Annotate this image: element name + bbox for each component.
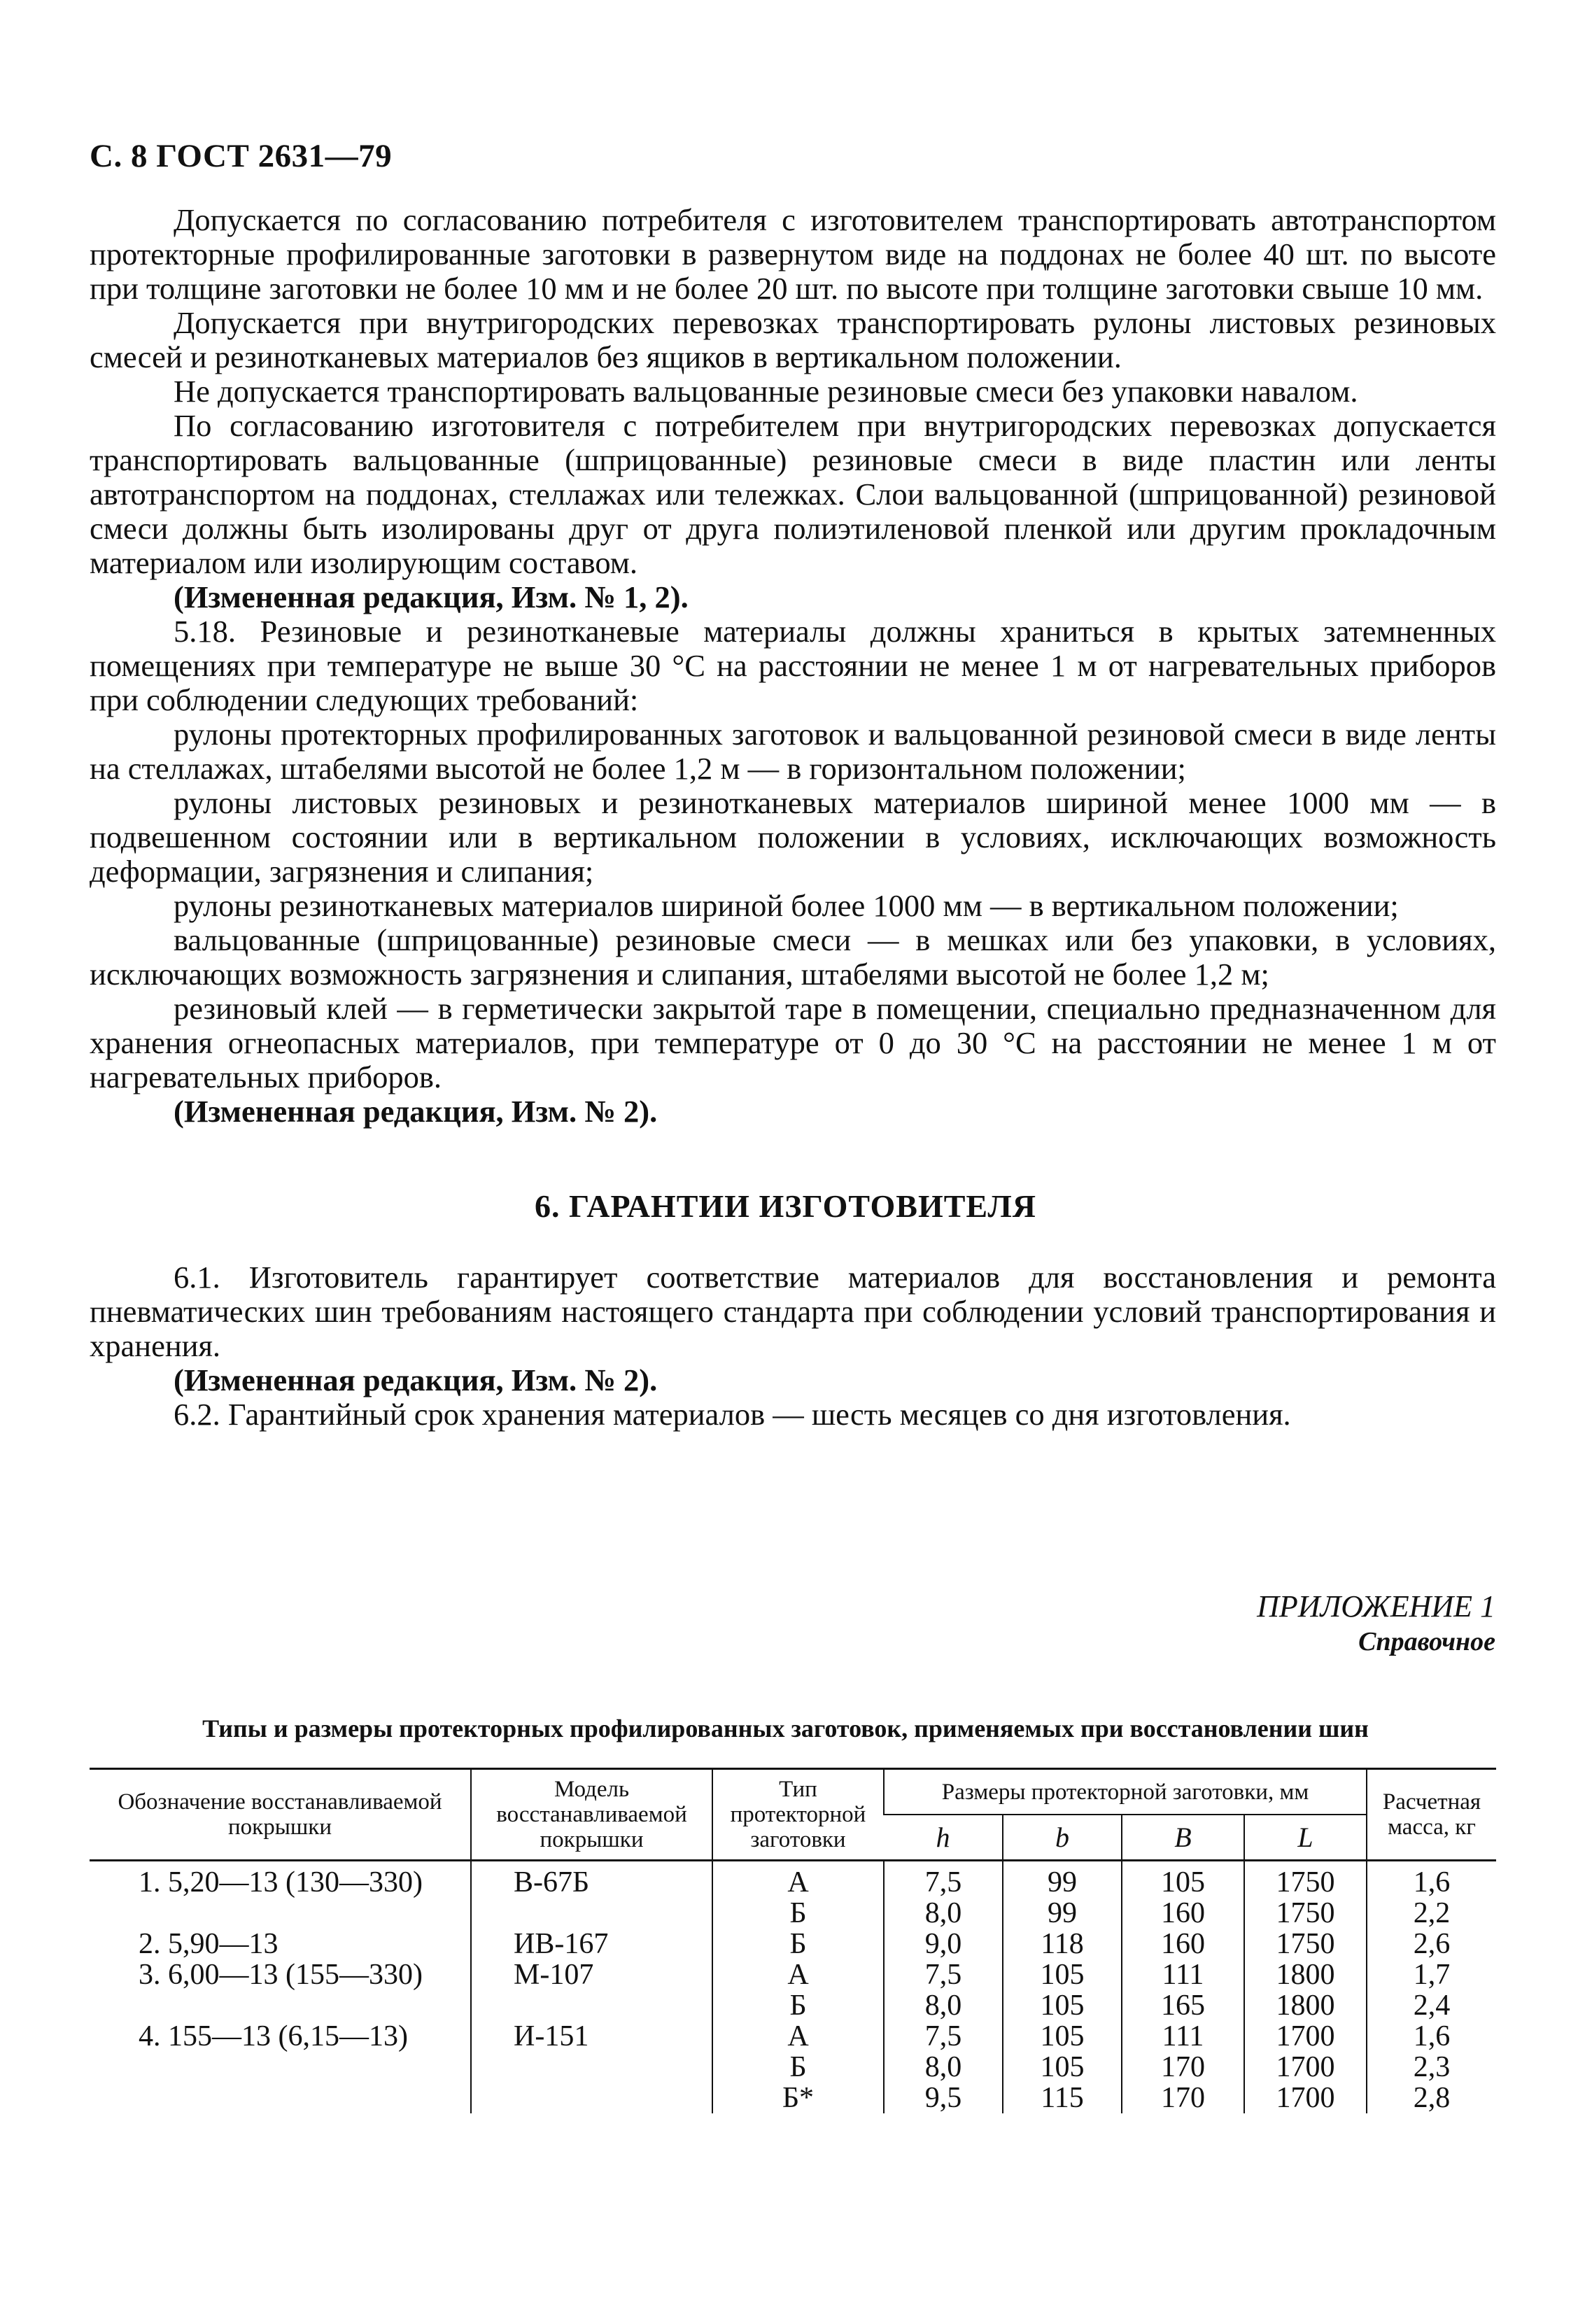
paragraph: Не допускается транспортировать вальцованные резиновые смеси без упаковки навалом. xyxy=(174,374,1358,409)
paragraph: По согласованию изготовителя с потребителем при внутригородских перевозках допускается транспортировать вальцованные (шприцованные) резиновые смеси в виде пластин или ленты автотранспортом на поддонах, стеллажах или тележках. Слои вальцованной (шприцованной) резиновой смеси должны быть изолированы друг от друга полиэтиленовой пленкой или другим прокладочным материалом или изолирующим составом. xyxy=(90,408,1496,580)
cell-L xyxy=(1244,1959,1367,2021)
amendment-note: (Измененная редакция, Изм. № 1, 2). xyxy=(174,579,689,614)
section-title: 6. ГАРАНТИИ ИЗГОТОВИТЕЛЯ xyxy=(535,1188,1036,1224)
cell-L-value: 1700 xyxy=(1276,2051,1335,2083)
cell-L xyxy=(1244,1861,1367,1929)
cell-model: В-67Б xyxy=(471,1861,712,1929)
cell-model: М-107 xyxy=(471,1959,712,2021)
cell-h-value: 9,5 xyxy=(924,2082,962,2114)
cell-designation: 1. 5,20—13 (130—330) xyxy=(139,1866,423,1899)
cell-b xyxy=(1003,1959,1122,2021)
cell-L-value: 1700 xyxy=(1276,2020,1335,2052)
paragraph: 5.18. Резиновые и резинотканевые материалы должны храниться в крытых затемненных помещениях при температуре не выше 30 °С на расстоянии не менее 1 м от нагревательных приборов при соблюдении следующих требований: xyxy=(90,614,1496,717)
cell-mass xyxy=(1367,1959,1496,2021)
paragraph: вальцованные (шприцованные) резиновые смеси — в мешках или без упаковки, в условиях, исключающих возможность загрязнения и слипания, штабелями высотой не более 1,2 м; xyxy=(90,922,1496,992)
header-model: Модель восстанавливаемой покрышки xyxy=(471,1769,712,1861)
cell-type-value: Б xyxy=(789,2051,807,2083)
cell-B xyxy=(1122,1861,1244,1929)
cell-mass-value: 1,6 xyxy=(1413,2020,1451,2052)
page-header: С. 8 ГОСТ 2631—79 xyxy=(90,138,393,174)
header-L: L xyxy=(1244,1815,1367,1861)
cell-L xyxy=(1244,2021,1367,2113)
cell-L-value: 1750 xyxy=(1276,1866,1335,1899)
cell-h xyxy=(884,1929,1003,1959)
cell-B-value: 170 xyxy=(1161,2051,1205,2083)
cell-L-value: 1700 xyxy=(1276,2082,1335,2114)
cell-B-value: 105 xyxy=(1161,1866,1205,1899)
cell-type-value: А xyxy=(787,1959,809,1991)
cell-type-value: А xyxy=(787,1866,809,1899)
appendix-label xyxy=(1257,1589,1495,1659)
cell-B xyxy=(1122,1959,1244,2021)
cell-b-value: 105 xyxy=(1040,2051,1085,2083)
paragraph: рулоны резинотканевых материалов шириной более 1000 мм — в вертикальном положении; xyxy=(174,888,1399,923)
appendix-title: ПРИЛОЖЕНИЕ 1 xyxy=(1257,1589,1495,1624)
cell-designation: 4. 155—13 (6,15—13) xyxy=(139,2020,408,2052)
cell-B xyxy=(1122,2021,1244,2113)
cell-mass-value: 1,7 xyxy=(1413,1959,1451,1991)
cell-type xyxy=(712,1861,884,1929)
cell-type-value: Б xyxy=(789,1897,807,1929)
table-row xyxy=(90,1959,1496,2021)
paragraph: рулоны протекторных профилированных заготовок и вальцованной резиновой смеси в виде ленты на стеллажах, штабелями высотой не более 1,2 м — в горизонтальном положении; xyxy=(90,717,1496,786)
cell-type xyxy=(712,2021,884,2113)
cell-type-value: А xyxy=(787,2020,809,2052)
appendix-subtitle: Справочное xyxy=(1358,1627,1495,1656)
cell-mass-value: 1,6 xyxy=(1413,1866,1451,1899)
cell-h-value: 8,0 xyxy=(924,1990,962,2022)
cell-mass xyxy=(1367,1929,1496,1959)
header-b: b xyxy=(1003,1815,1122,1861)
cell-h-value: 8,0 xyxy=(924,1897,962,1929)
cell-b-value: 99 xyxy=(1048,1897,1077,1929)
paragraph: Допускается при внутригородских перевозках транспортировать рулоны листовых резиновых смесей и резинотканевых материалов без ящиков в вертикальном положении. xyxy=(90,305,1496,374)
amendment-note: (Измененная редакция, Изм. № 2). xyxy=(174,1362,658,1397)
cell-b xyxy=(1003,1861,1122,1929)
cell-B-value: 160 xyxy=(1161,1897,1205,1929)
cell-mass-value: 2,4 xyxy=(1413,1990,1451,2022)
header-type: Тип протекторной заготовки xyxy=(712,1769,884,1861)
cell-type xyxy=(712,1959,884,2021)
paragraph: 6.1. Изготовитель гарантирует соответствие материалов для восстановления и ремонта пневматических шин требованиям настоящего стандарта при соблюдении условий транспортирования и хранения. xyxy=(90,1260,1496,1363)
amendment-note: (Измененная редакция, Изм. № 2). xyxy=(174,1094,658,1129)
cell-B-value: 160 xyxy=(1161,1928,1205,1960)
cell-h-value: 9,0 xyxy=(924,1928,962,1960)
cell-designation: 3. 6,00—13 (155—330) xyxy=(139,1959,423,1991)
cell-type-value: Б xyxy=(789,1928,807,1960)
cell-mass-value: 2,8 xyxy=(1413,2082,1451,2114)
cell-h-value: 7,5 xyxy=(924,1959,962,1991)
cell-h-value: 7,5 xyxy=(924,2020,962,2052)
cell-B-value: 165 xyxy=(1161,1990,1205,2022)
cell-b-value: 105 xyxy=(1040,2020,1085,2052)
cell-b-value: 99 xyxy=(1048,1866,1077,1899)
table-row xyxy=(90,2021,1496,2113)
header-B: B xyxy=(1122,1815,1244,1861)
header-designation: Обозначение восстанавливаемой покрышки xyxy=(90,1769,471,1861)
paragraph: рулоны листовых резиновых и резинотканевых материалов шириной менее 1000 мм — в подвешенном состоянии или в вертикальном положении в условиях, исключающих возможность деформации, загрязнения и слипания; xyxy=(90,785,1496,889)
cell-b-value: 118 xyxy=(1041,1928,1084,1960)
cell-L-value: 1800 xyxy=(1276,1990,1335,2022)
cell-L-value: 1800 xyxy=(1276,1959,1335,1991)
body-text-top xyxy=(90,203,1496,1129)
table-row xyxy=(90,1861,1496,1929)
cell-mass xyxy=(1367,1861,1496,1929)
table-caption: Типы и размеры протекторных профилированных заготовок, применяемых при восстановлении шин xyxy=(202,1714,1369,1742)
cell-mass xyxy=(1367,2021,1496,2113)
cell-b-value: 105 xyxy=(1040,1959,1085,1991)
cell-h-value: 7,5 xyxy=(924,1866,962,1899)
cell-model: И-151 xyxy=(471,2021,712,2113)
cell-type xyxy=(712,1929,884,1959)
cell-mass-value: 2,3 xyxy=(1413,2051,1451,2083)
tread-table xyxy=(90,1768,1496,2113)
section-body xyxy=(90,1260,1496,1432)
cell-b xyxy=(1003,2021,1122,2113)
header-dims: Размеры протекторной заготовки, мм xyxy=(884,1769,1367,1815)
cell-B xyxy=(1122,1929,1244,1959)
cell-B-value: 111 xyxy=(1162,1959,1204,1991)
header-h: h xyxy=(884,1815,1003,1861)
cell-h xyxy=(884,1861,1003,1929)
cell-L-value: 1750 xyxy=(1276,1928,1335,1960)
cell-model: ИВ-167 xyxy=(471,1929,712,1959)
cell-b-value: 105 xyxy=(1040,1990,1085,2022)
cell-designation: 2. 5,90—13 xyxy=(139,1928,279,1960)
cell-h-value: 8,0 xyxy=(924,2051,962,2083)
paragraph: резиновый клей — в герметически закрытой таре в помещении, специально предназначенном для хранения огнеопасных материалов, при температуре от 0 до 30 °С на расстоянии не менее 1 м от нагревательных приборов. xyxy=(90,991,1496,1094)
cell-h xyxy=(884,1959,1003,2021)
cell-h xyxy=(884,2021,1003,2113)
header-mass: Расчетная масса, кг xyxy=(1367,1769,1496,1861)
cell-mass-value: 2,6 xyxy=(1413,1928,1451,1960)
table-row xyxy=(90,1929,1496,1959)
cell-b-value: 115 xyxy=(1041,2082,1084,2114)
cell-L xyxy=(1244,1929,1367,1959)
cell-L-value: 1750 xyxy=(1276,1897,1335,1929)
cell-B-value: 111 xyxy=(1162,2020,1204,2052)
cell-type-value: Б xyxy=(789,1990,807,2022)
cell-B-value: 170 xyxy=(1161,2082,1205,2114)
paragraph: 6.2. Гарантийный срок хранения материалов — шесть месяцев со дня изготовления. xyxy=(174,1397,1291,1432)
cell-mass-value: 2,2 xyxy=(1413,1897,1451,1929)
cell-b xyxy=(1003,1929,1122,1959)
cell-type-value: Б* xyxy=(782,2082,815,2114)
paragraph: Допускается по согласованию потребителя с изготовителем транспортировать автотранспортом протекторные профилированные заготовки в развернутом виде на поддонах не более 40 шт. по высоте при толщине заготовки не более 10 мм и не более 20 шт. по высоте при толщине заготовки свыше 10 мм. xyxy=(90,202,1496,306)
